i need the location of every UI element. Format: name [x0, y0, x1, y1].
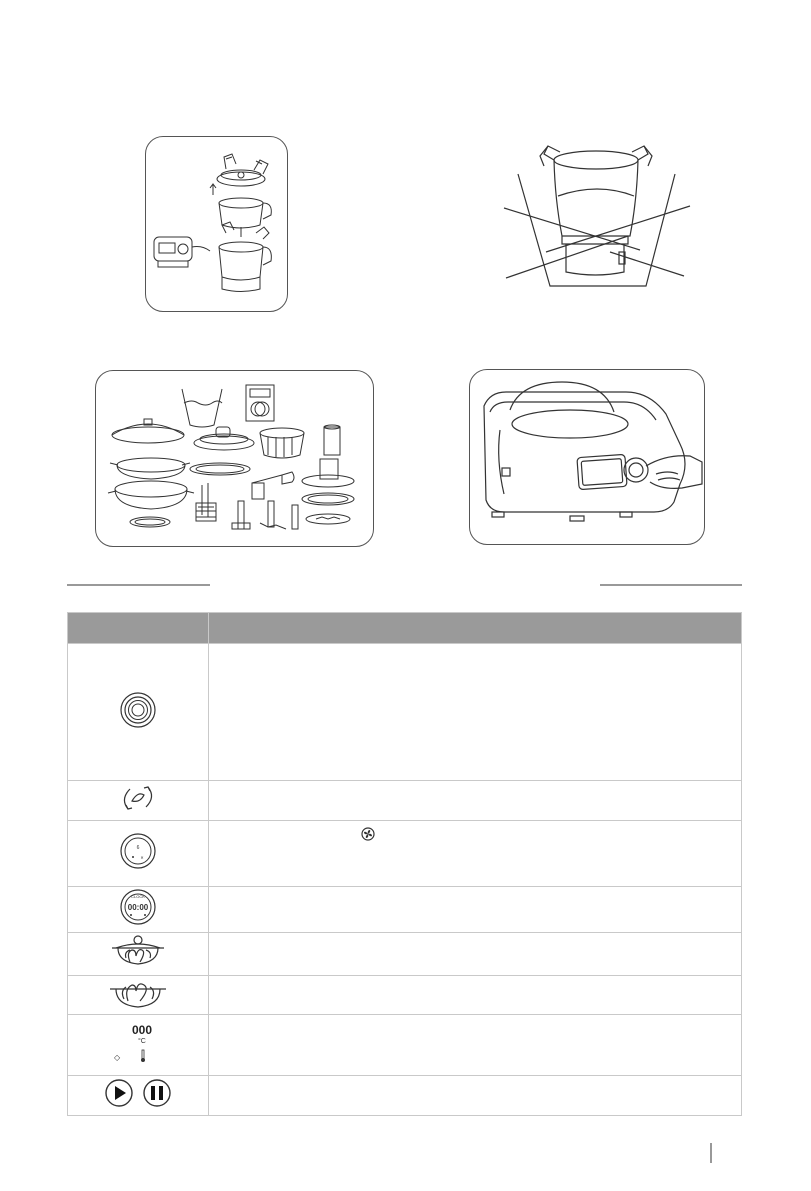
svg-text:6: 6 [136, 845, 140, 851]
illustration-jug-crossed [500, 140, 695, 290]
steam-basket-description [209, 976, 742, 1015]
table-row [68, 781, 742, 821]
jug-warning-illustration [500, 140, 695, 290]
timer-description [209, 887, 742, 933]
control-icons-table [67, 612, 742, 1116]
table-row [68, 1015, 742, 1076]
play-icon [106, 1080, 132, 1106]
section-rule-right [600, 584, 742, 586]
timer-dial-icon [118, 887, 158, 927]
table-row [68, 644, 742, 781]
speed-dial-icon [118, 831, 158, 871]
table-row [68, 887, 742, 933]
knob-icon [118, 690, 158, 730]
play-pause-icons [103, 1077, 173, 1109]
pause-icon [144, 1080, 170, 1106]
temperature-unit: °C [138, 1038, 146, 1045]
blade-rotation-icon [118, 781, 158, 815]
accessories-illustration [96, 371, 375, 548]
header-cell-icon [68, 613, 209, 644]
illustration-lid-removal-panel [145, 136, 288, 312]
header-cell-description [209, 613, 742, 644]
play-pause-description [209, 1076, 742, 1116]
lid-removal-illustration [146, 137, 289, 313]
temperature-icon [139, 1049, 147, 1063]
blade-rotation-description [209, 781, 742, 821]
timer-display: 00:00 [127, 903, 149, 912]
steam-basket-lid-icon [108, 934, 168, 970]
table-row [68, 1076, 742, 1116]
steam-basket-icon [108, 977, 168, 1009]
table-row [68, 821, 742, 887]
diamond-icon: ◇ [114, 1053, 121, 1062]
knob-description [209, 644, 742, 781]
svg-text:✕: ✕ [140, 855, 144, 860]
temperature-description [209, 1015, 742, 1076]
table-header-row [68, 613, 742, 644]
steam-basket-lid-description [209, 933, 742, 976]
table-row [68, 976, 742, 1015]
footer-divider [710, 1143, 712, 1163]
illustration-appliance-panel [469, 369, 705, 545]
illustration-accessories-panel [95, 370, 374, 547]
table-row [68, 933, 742, 976]
temperature-display: 000 [132, 1023, 153, 1037]
fan-icon [361, 827, 375, 841]
section-rule-left [67, 584, 210, 586]
appliance-knob-illustration [470, 370, 706, 546]
svg-text:CLOCK: CLOCK [131, 894, 145, 899]
